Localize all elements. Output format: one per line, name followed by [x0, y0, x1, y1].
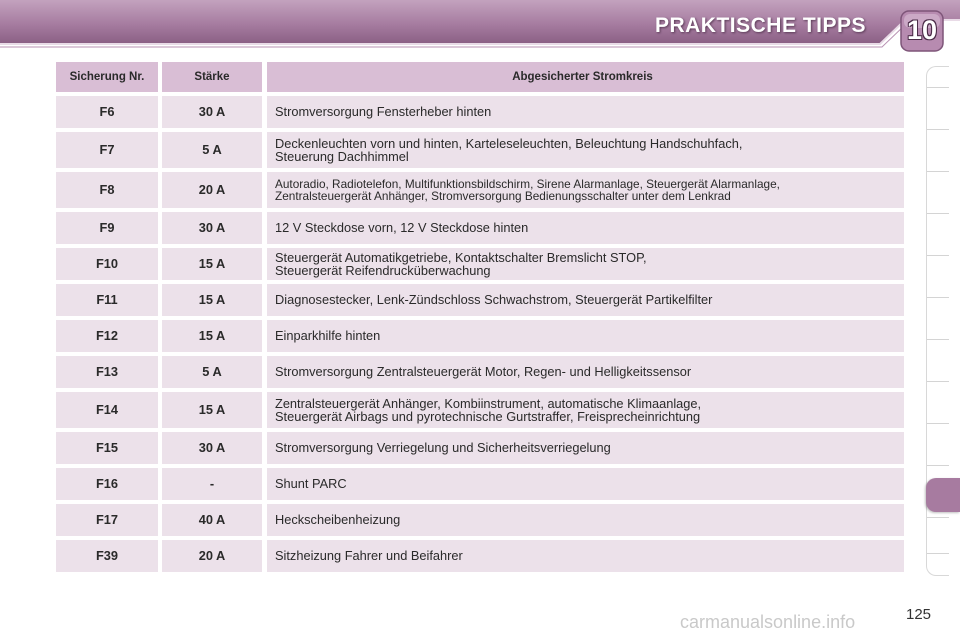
column-header-circuit: Abgesicherter Stromkreis: [267, 62, 904, 92]
fuse-circuit: [267, 468, 904, 500]
fuse-circuit: [267, 96, 904, 128]
circuit-line: Shunt PARC: [275, 476, 347, 492]
rail-divider: [927, 87, 949, 88]
rail-divider: [927, 423, 949, 424]
circuit-line: Stromversorgung Fensterheber hinten: [275, 104, 492, 120]
circuit-line: Einparkhilfe hinten: [275, 328, 381, 344]
column-header-fuse: Sicherung Nr.: [56, 62, 158, 92]
circuit-line: 12 V Steckdose vorn, 12 V Steckdose hinten: [275, 220, 529, 236]
fuse-number: F6: [56, 96, 158, 128]
circuit-line: Stromversorgung Verriegelung und Sicherheitsverriegelung: [275, 440, 611, 456]
circuit-line: Sitzheizung Fahrer und Beifahrer: [275, 548, 463, 564]
table-row: [56, 320, 904, 352]
fuse-number: F7: [56, 132, 158, 168]
fuse-circuit: [267, 132, 904, 168]
fuse-rating: 30 A: [162, 212, 262, 244]
fuse-table: [56, 62, 904, 576]
fuse-number: F16: [56, 468, 158, 500]
fuse-number: F13: [56, 356, 158, 388]
rail-divider: [927, 465, 949, 466]
circuit-line: Diagnosestecker, Lenk-Zündschloss Schwachstrom, Steuergerät Partikelfilter: [275, 292, 713, 308]
table-row: [56, 356, 904, 388]
fuse-rating: 30 A: [162, 96, 262, 128]
circuit-line: Stromversorgung Zentralsteuergerät Motor, Regen- und Helligkeitssensor: [275, 364, 692, 380]
fuse-rating: 20 A: [162, 540, 262, 572]
table-row: [56, 504, 904, 536]
rail-divider: [927, 381, 949, 382]
circuit-line: Steuergerät Airbags und pyrotechnische Gurtstraffer, Freisprecheinrichtung: [275, 409, 701, 424]
fuse-number: F14: [56, 392, 158, 428]
circuit-line: Autoradio, Radiotelefon, Multifunktionsbildschirm, Sirene Alarmanlage, Steuergerät Alarmanlage,: [275, 176, 780, 191]
chapter-badge: [900, 10, 944, 52]
page-number: 125: [906, 606, 932, 623]
fuse-number: F9: [56, 212, 158, 244]
fuse-number: F15: [56, 432, 158, 464]
fuse-rating: 15 A: [162, 392, 262, 428]
rail-divider: [927, 171, 949, 172]
fuse-rating: 40 A: [162, 504, 262, 536]
fuse-number: F17: [56, 504, 158, 536]
fuse-circuit: [267, 320, 904, 352]
rail-divider: [927, 213, 949, 214]
circuit-line: Steuergerät Reifendrucküberwachung: [275, 263, 491, 278]
fuse-number: F10: [56, 248, 158, 280]
fuse-circuit: [267, 248, 904, 280]
rail-divider: [927, 517, 949, 518]
circuit-line: Zentralsteuergerät Anhänger, Kombiinstrument, automatische Klimaanlage,: [275, 395, 702, 411]
rail-divider: [927, 129, 949, 130]
fuse-rating: -: [162, 468, 262, 500]
circuit-line: Zentralsteuergerät Anhänger, Stromversorgung Bedienungsschalter unter dem Lenkrad: [275, 189, 731, 203]
table-row: [56, 172, 904, 208]
fuse-number: F12: [56, 320, 158, 352]
fuse-rating: 20 A: [162, 172, 262, 208]
fuse-circuit: [267, 392, 904, 428]
fuse-rating: 15 A: [162, 320, 262, 352]
table-row: [56, 392, 904, 428]
fuse-circuit: [267, 540, 904, 572]
fuse-rating: 15 A: [162, 284, 262, 316]
table-row: [56, 248, 904, 280]
rail-divider: [927, 339, 949, 340]
chapter-tab-active[interactable]: [926, 478, 960, 512]
table-row: [56, 96, 904, 128]
rail-divider: [927, 255, 949, 256]
fuse-number: F8: [56, 172, 158, 208]
fuse-rating: 30 A: [162, 432, 262, 464]
circuit-line: Steuerung Dachhimmel: [275, 149, 409, 164]
circuit-line: Deckenleuchten vorn und hinten, Karteleseleuchten, Beleuchtung Handschuhfach,: [275, 135, 743, 151]
table-row: [56, 540, 904, 572]
fuse-rating: 5 A: [162, 132, 262, 168]
circuit-line: Steuergerät Automatikgetriebe, Kontaktschalter Bremslicht STOP,: [275, 249, 647, 265]
fuse-circuit: [267, 284, 904, 316]
table-row: [56, 284, 904, 316]
table-row: [56, 132, 904, 168]
rail-divider: [927, 553, 949, 554]
watermark: carmanualsonline.info: [680, 612, 856, 632]
chapter-number: 10: [906, 15, 938, 45]
page-header: [0, 0, 960, 50]
fuse-rating: 5 A: [162, 356, 262, 388]
table-row: [56, 432, 904, 464]
fuse-number: F11: [56, 284, 158, 316]
fuse-rating: 15 A: [162, 248, 262, 280]
rail-divider: [927, 297, 949, 298]
fuse-circuit: [267, 172, 904, 208]
circuit-line: Heckscheibenheizung: [275, 512, 401, 528]
column-header-rating: Stärke: [162, 62, 262, 92]
fuse-circuit: [267, 432, 904, 464]
fuse-circuit: [267, 212, 904, 244]
section-title: PRAKTISCHE TIPPS: [654, 14, 866, 37]
fuse-circuit: [267, 504, 904, 536]
fuse-circuit: [267, 356, 904, 388]
fuse-number: F39: [56, 540, 158, 572]
table-row: [56, 468, 904, 500]
table-row: [56, 212, 904, 244]
table-header-row: [56, 62, 904, 92]
